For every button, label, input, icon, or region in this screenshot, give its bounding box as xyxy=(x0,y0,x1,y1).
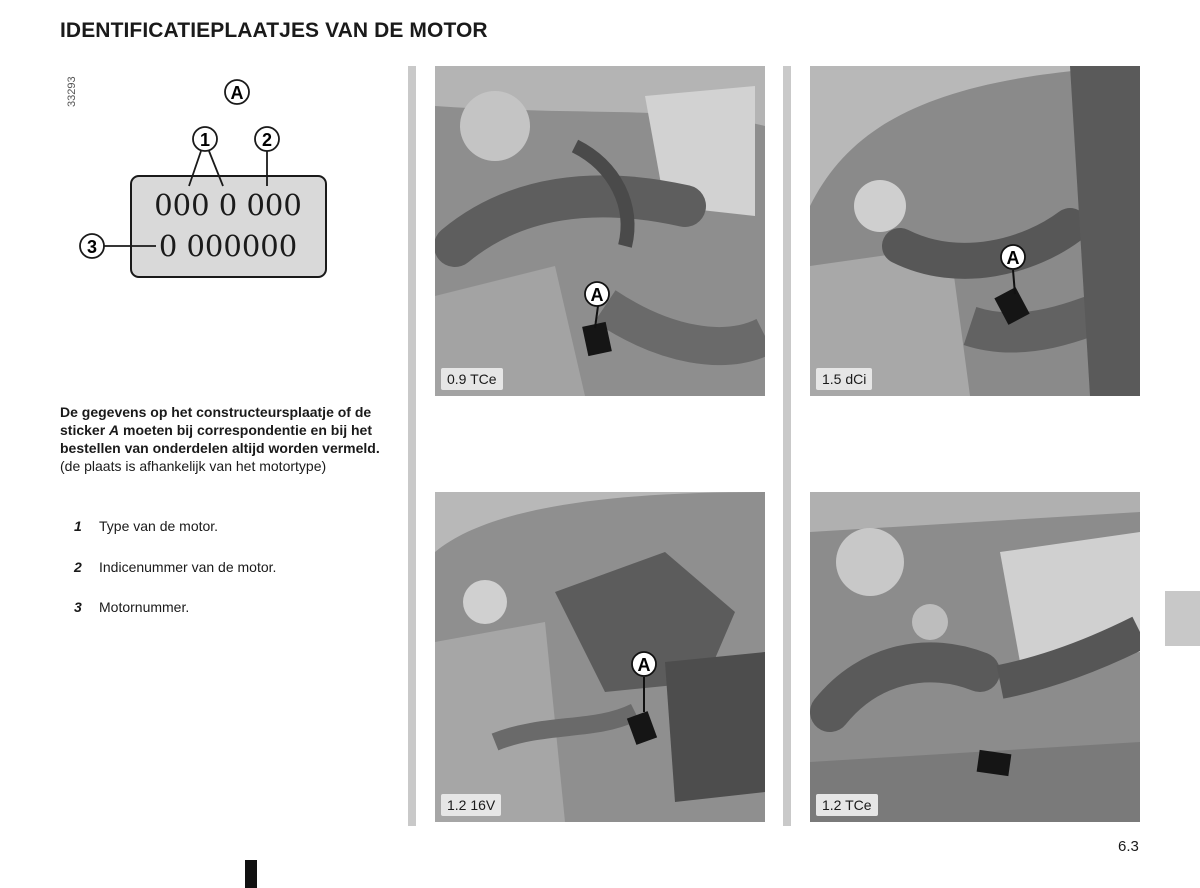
intro-bold-2: moeten bij correspondentie en bij het bestellen van onderdelen altijd worden vermeld. xyxy=(60,422,380,456)
plate-line-1: 000 0 000 xyxy=(154,188,302,222)
photo-marker-a: A xyxy=(590,285,604,305)
engine-photo-1-2-tce xyxy=(810,492,1140,822)
list-item: 2 Indicenummer van de motor. xyxy=(74,559,277,575)
engine-type-label: 1.2 TCe xyxy=(816,794,878,816)
intro-bold-italic-a: A xyxy=(109,422,120,438)
page-number: 6.3 xyxy=(1118,838,1139,855)
engine-photo-1-5-dci xyxy=(810,66,1140,396)
column-divider xyxy=(408,66,416,826)
print-mark xyxy=(245,860,257,888)
identification-plate-diagram xyxy=(60,70,350,300)
svg-text:2: 2 xyxy=(261,130,273,150)
marker-a xyxy=(225,80,249,104)
engine-photo-0-9-tce xyxy=(435,66,765,396)
svg-text:1: 1 xyxy=(199,130,211,150)
intro-bold-1: De gegevens op het constructeursplaatje of de sticker xyxy=(60,404,372,438)
column-divider xyxy=(783,66,791,826)
svg-text:A: A xyxy=(230,83,244,103)
engine-type-label: 0.9 TCe xyxy=(441,368,503,390)
intro-paragraph xyxy=(60,403,390,475)
diagram-ref-number: 33293 xyxy=(66,76,78,107)
list-item: 1 Type van de motor. xyxy=(74,518,219,534)
plate-line-2: 0 000000 xyxy=(158,229,298,263)
chapter-tab xyxy=(1165,591,1200,646)
page-title: IDENTIFICATIEPLAATJES VAN DE MOTOR xyxy=(60,19,488,42)
engine-photo-1-2-16v xyxy=(435,492,765,822)
svg-text:3: 3 xyxy=(86,237,98,257)
list-item: 3 Motornummer. xyxy=(74,599,190,615)
photo-marker-a: A xyxy=(637,655,651,675)
engine-type-label: 1.2 16V xyxy=(441,794,501,816)
photo-marker-a: A xyxy=(1006,248,1020,268)
engine-type-label: 1.5 dCi xyxy=(816,368,872,390)
intro-note: (de plaats is afhankelijk van het motortype) xyxy=(60,458,327,474)
